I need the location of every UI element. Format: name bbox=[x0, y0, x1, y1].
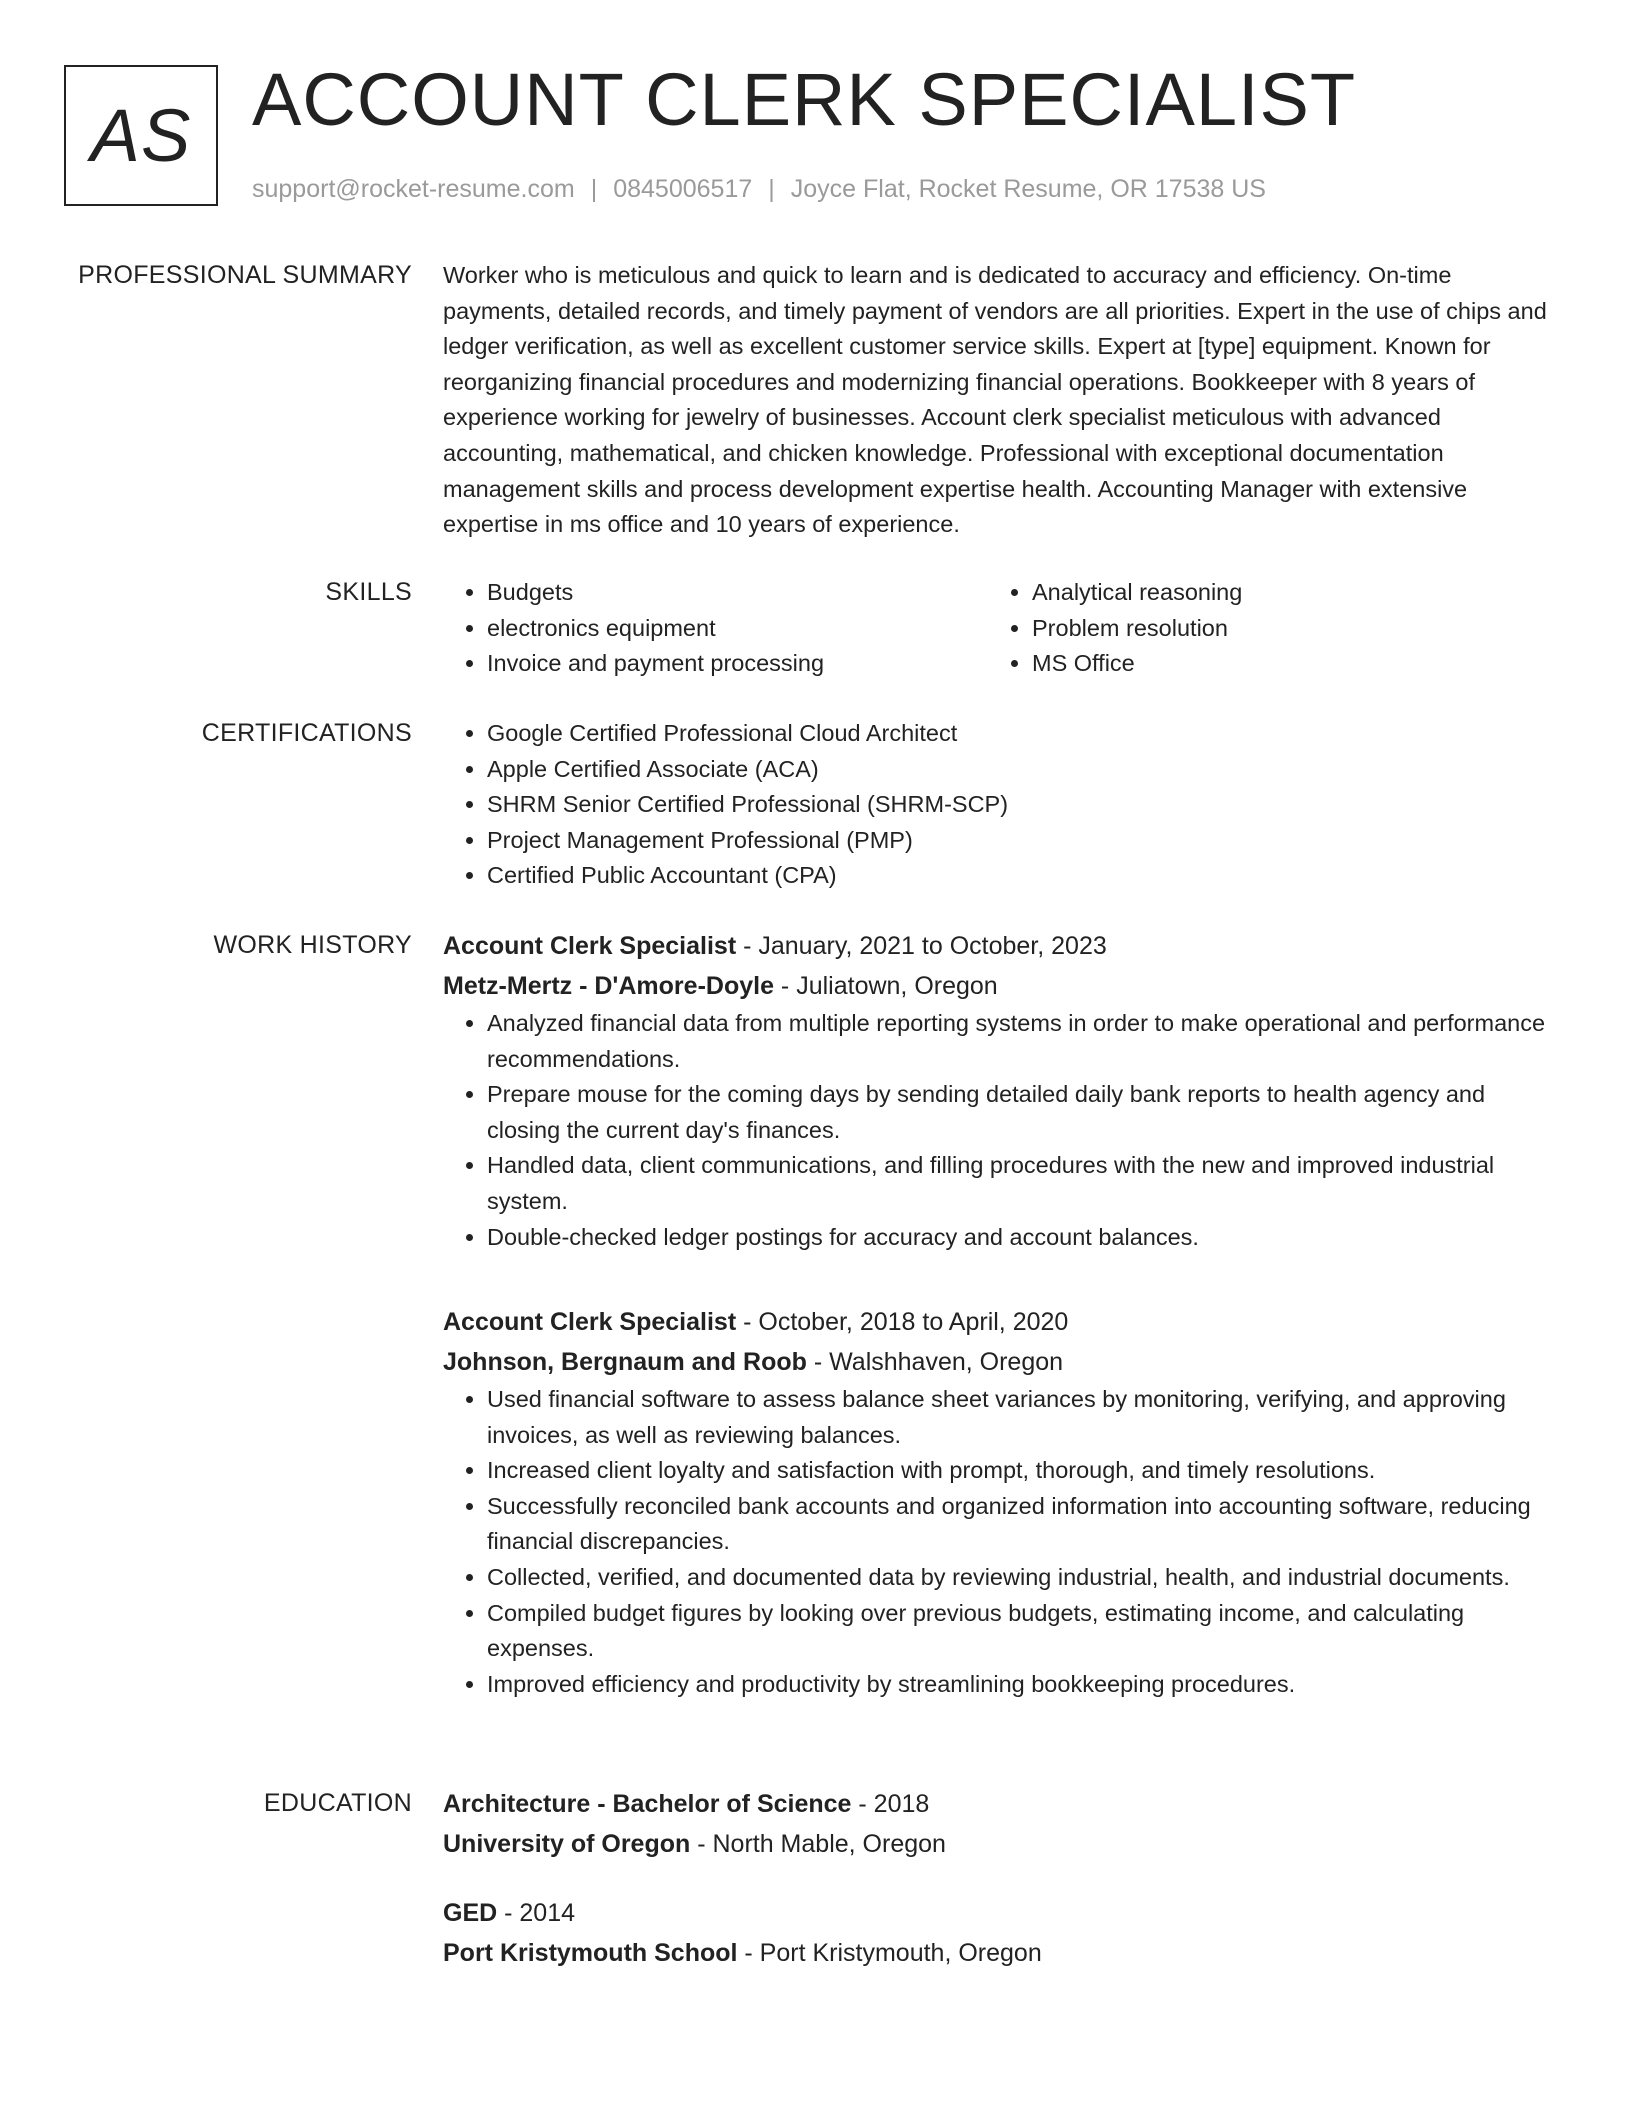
job-location: - Walshhaven, Oregon bbox=[806, 1348, 1064, 1376]
skill-item: • Budgets bbox=[487, 575, 988, 611]
job-role-line bbox=[443, 926, 1553, 966]
job-entry bbox=[443, 926, 1553, 1255]
education-degree: GED bbox=[443, 1899, 498, 1927]
contact-address: Joyce Flat, Rocket Resume, OR 17538 US bbox=[790, 175, 1266, 203]
contact-phone: 0845006517 bbox=[613, 175, 753, 203]
section-title-education: EDUCATION bbox=[263, 1789, 412, 1817]
certifications-list bbox=[443, 716, 1553, 894]
contact-separator: | bbox=[768, 175, 775, 203]
job-entry bbox=[443, 1302, 1553, 1702]
summary-text: Worker who is meticulous and quick to learn and is dedicated to accuracy and efficiency. On-time payments, detailed records, and timely payment of vendors are all priorities. Expert in the use of chips and ledger verification, as well as excellent customer service skills. Expert at [type] equipment. Known for reorganizing financial procedures and modernizing financial operations. Bookkeeper with 8 years of experience working for jewelry of businesses. Account clerk specialist meticulous with advanced accounting, mathematical, and chicken knowledge. Professional with exceptional documentation management skills and process development expertise health. Accounting Manager with extensive expertise in ms office and 10 years of experience. bbox=[443, 262, 1547, 538]
summary-body bbox=[443, 258, 1553, 543]
certification-item: • Certified Public Accountant (CPA) bbox=[487, 858, 1553, 894]
skills-column-left bbox=[443, 575, 988, 682]
job-bullet: • Double-checked ledger postings for accuracy and account balances. bbox=[487, 1220, 1553, 1256]
job-bullets bbox=[443, 1006, 1553, 1255]
job-company-line bbox=[443, 966, 1553, 1006]
education-year: - 2014 bbox=[497, 1899, 576, 1927]
education-year: - 2018 bbox=[851, 1790, 930, 1818]
education-degree: Architecture - Bachelor of Science bbox=[443, 1790, 852, 1818]
skills-list-left bbox=[443, 575, 988, 682]
job-bullet: • Successfully reconciled bank accounts and organized information into accounting software, reducing financial discrepancies. bbox=[487, 1489, 1553, 1560]
skill-item: • Analytical reasoning bbox=[1032, 575, 1533, 611]
monogram-box bbox=[64, 65, 218, 206]
job-bullet: • Handled data, client communications, and filling procedures with the new and improved industrial system. bbox=[487, 1148, 1553, 1219]
job-bullet: • Increased client loyalty and satisfaction with prompt, thorough, and timely resolutions. bbox=[487, 1453, 1553, 1489]
education-school: Port Kristymouth School bbox=[443, 1939, 738, 1967]
section-title-certifications: CERTIFICATIONS bbox=[201, 719, 412, 747]
education-location: - Port Kristymouth, Oregon bbox=[737, 1939, 1042, 1967]
contact-separator: | bbox=[590, 175, 598, 203]
education-school-line bbox=[443, 1824, 1553, 1864]
skill-item: • Invoice and payment processing bbox=[487, 646, 988, 682]
job-bullet: • Used financial software to assess balance sheet variances by monitoring, verifying, and approving invoices, as well as reviewing balances. bbox=[487, 1382, 1553, 1453]
section-title-summary: PROFESSIONAL SUMMARY bbox=[78, 261, 412, 289]
monogram-initials: AS bbox=[90, 94, 192, 177]
contact-email: support@rocket-resume.com bbox=[252, 175, 575, 203]
skills-column-right bbox=[988, 575, 1533, 682]
education-school-line bbox=[443, 1933, 1553, 1973]
job-company-line bbox=[443, 1342, 1553, 1382]
job-bullet: • Improved efficiency and productivity by streamlining bookkeeping procedures. bbox=[487, 1667, 1553, 1703]
skill-item: • MS Office bbox=[1032, 646, 1533, 682]
job-dates: - January, 2021 to October, 2023 bbox=[736, 932, 1107, 960]
job-bullet: • Compiled budget figures by looking over previous budgets, estimating income, and calculating expenses. bbox=[487, 1596, 1553, 1667]
certification-item: • Apple Certified Associate (ACA) bbox=[487, 752, 1553, 788]
candidate-name: ACCOUNT CLERK SPECIALIST bbox=[252, 58, 1357, 141]
contact-line bbox=[252, 173, 1266, 205]
job-company: Johnson, Bergnaum and Roob bbox=[443, 1348, 807, 1376]
skills-body bbox=[443, 575, 1553, 682]
job-company: Metz-Mertz - D'Amore-Doyle bbox=[443, 972, 774, 1000]
job-role-line bbox=[443, 1302, 1553, 1342]
skill-item: • Problem resolution bbox=[1032, 611, 1533, 647]
job-bullet: • Prepare mouse for the coming days by sending detailed daily bank reports to health agency and closing the current day's finances. bbox=[487, 1077, 1553, 1148]
job-dates: - October, 2018 to April, 2020 bbox=[736, 1308, 1069, 1336]
certification-item: • Project Management Professional (PMP) bbox=[487, 823, 1553, 859]
education-location: - North Mable, Oregon bbox=[690, 1830, 946, 1858]
job-bullet: • Collected, verified, and documented data by reviewing industrial, health, and industrial documents. bbox=[487, 1560, 1553, 1596]
job-bullet: • Analyzed financial data from multiple reporting systems in order to make operational and performance recommendations. bbox=[487, 1006, 1553, 1077]
job-role: Account Clerk Specialist bbox=[443, 932, 737, 960]
education-entry bbox=[443, 1893, 1553, 1973]
skills-list-right bbox=[988, 575, 1533, 682]
job-role: Account Clerk Specialist bbox=[443, 1308, 737, 1336]
job-location: - Juliatown, Oregon bbox=[773, 972, 998, 1000]
education-degree-line bbox=[443, 1784, 1553, 1824]
education-degree-line bbox=[443, 1893, 1553, 1933]
certification-item: • Google Certified Professional Cloud Architect bbox=[487, 716, 1553, 752]
section-title-work-history: WORK HISTORY bbox=[213, 931, 412, 959]
education-entry bbox=[443, 1784, 1553, 1864]
job-bullets bbox=[443, 1382, 1553, 1702]
certification-item: • SHRM Senior Certified Professional (SHRM-SCP) bbox=[487, 787, 1553, 823]
section-title-skills: SKILLS bbox=[325, 578, 412, 606]
skill-item: • electronics equipment bbox=[487, 611, 988, 647]
certifications-body bbox=[443, 716, 1553, 894]
education-school: University of Oregon bbox=[443, 1830, 691, 1858]
